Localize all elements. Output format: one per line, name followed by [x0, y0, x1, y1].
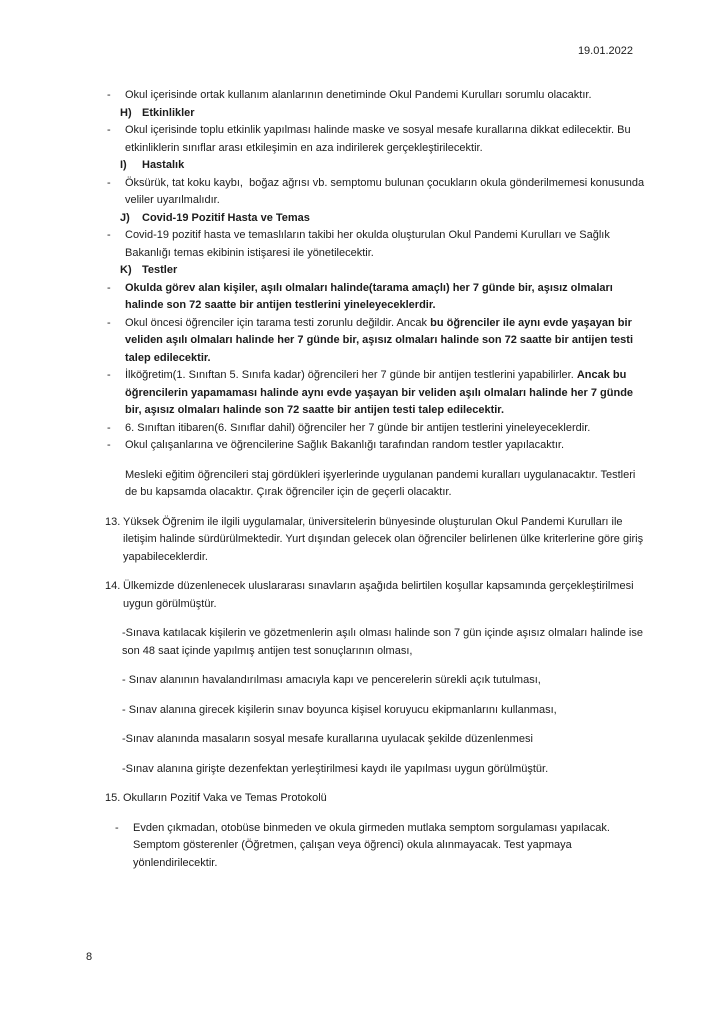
section-heading: [105, 105, 645, 123]
doc-sub: [105, 731, 645, 749]
list-marker: 13.: [105, 515, 121, 528]
list-marker: 15.: [105, 792, 121, 804]
block-text: -Sınav alanında masaların sosyal mesafe kurallarına uyulacak şekilde düzenlenmesi: [122, 733, 533, 745]
doc-bullet2: [105, 820, 645, 873]
block-text: Yüksek Öğrenim ile ilgili uygulamalar, üniversitelerin bünyesinde oluşturulan Okul Pandemi Kurulları ile iletişim halinde sürdürülmektedir. Yurt dışından gelecek olan öğrenciler belirlenen ülke kriterlerine göre giriş yapabileceklerdir.: [123, 515, 647, 563]
block-text: Covid-19 pozitif hasta ve temaslıların takibi her okulda oluşturulan Okul Pandemi Kurulları ve Sağlık Bakanlığı temas ekibinin istişaresi ile yönetilecektir.: [125, 229, 613, 259]
block-text: 6. Sınıftan itibaren(6. Sınıflar dahil) öğrenciler her 7 günde bir antijen testlerini yineleyeceklerdir.: [125, 421, 591, 434]
block-text: Okulda görev alan kişiler, aşılı olmaları halinde(tarama amaçlı) her 7 günde bir, aşısız olmaları halinde son 72 saatte bir antijen testlerini yineleyeceklerdir.: [125, 281, 616, 311]
list-marker: H): [120, 106, 132, 119]
doc-plain: [105, 467, 645, 502]
list-marker: -: [115, 821, 119, 834]
block-text: Hastalık: [142, 159, 185, 171]
doc-sub: [105, 625, 645, 660]
doc-sub: [105, 761, 645, 779]
block-text: Covid-19 Pozitif Hasta ve Temas: [142, 211, 310, 224]
doc-bullet: [105, 122, 645, 157]
block-text: -Sınava katılacak kişilerin ve gözetmenlerin aşılı olması halinde son 7 gün içinde aşısız olmaları halinde ise son 48 saat içinde yapılmış antijen test sonuçlarının olması,: [122, 627, 646, 657]
doc-bullet: [105, 420, 645, 438]
doc-numbered: [105, 578, 645, 613]
block-text: Okul içerisinde toplu etkinlik yapılması halinde maske ve sosyal mesafe kurallarına dikkat edilecektir. Bu etkinliklerin sınıflar arası etkileşimin en aza indirilerek gerçekleştirilecektir.: [125, 124, 634, 154]
block-text: Evden çıkmadan, otobüse binmeden ve okula girmeden mutlaka semptom sorgulaması yapılacak. Semptom gösterenler (Öğretmen, çalışan veya öğrenci) okula alınmayacak. Test yapmaya yönlendirilecektir.: [133, 821, 613, 869]
list-marker: -: [107, 229, 111, 241]
block-text: - Sınav alanına girecek kişilerin sınav boyunca kişisel koruyucu ekipmanlarını kullanması,: [122, 703, 557, 716]
block-text: İlköğretim(1. Sınıftan 5. Sınıfa kadar) öğrencileri her 7 günde bir antijen testlerini yapabilirler. Ancak bu öğrencilerin yapamaması halinde aynı evde yaşayan bir veliden aşılı olmaları halinde her 7 günde bir, aşısız olmaları halinde son 72 saatte bir antijen testi talep edilecektir.: [125, 369, 637, 416]
list-marker: -: [107, 439, 111, 451]
doc-bullet: [105, 367, 645, 420]
block-text: Okul çalışanlarına ve öğrencilerine Sağlık Bakanlığı tarafından random testler yapılacaktır.: [125, 439, 565, 451]
block-text: Mesleki eğitim öğrencileri staj gördükleri işyerlerinde uygulanan pandemi kuralları uygulanacaktır. Testleri de bu kapsamda olacaktır. Çırak öğrenciler için de geçerli olacaktır.: [125, 468, 639, 498]
block-text: Testler: [142, 264, 178, 276]
block-text: Okulların Pozitif Vaka ve Temas Protokolü: [123, 792, 327, 804]
block-text: -Sınav alanına girişte dezenfektan yerleştirilmesi kaydı ile yapılması uygun görülmüştür.: [122, 762, 549, 775]
doc-bullet: [105, 175, 648, 210]
doc-sub: [105, 672, 645, 690]
document-body: [105, 87, 648, 872]
list-marker: -: [107, 89, 111, 101]
section-heading: [105, 210, 645, 228]
block-text: Öksürük, tat koku kaybı, boğaz ağrısı vb. semptomu bulunan çocukların okula gönderilmemesi konusunda veliler uyarılmalıdır.: [125, 176, 648, 206]
block-text: Etkinlikler: [142, 106, 195, 119]
list-marker: -: [107, 369, 111, 381]
list-marker: -: [107, 316, 111, 329]
block-text: Okul içerisinde ortak kullanım alanlarının denetiminde Okul Pandemi Kurulları sorumlu olacaktır.: [125, 89, 592, 101]
block-text: Okul öncesi öğrenciler için tarama testi zorunlu değildir. Ancak bu öğrenciler ile aynı evde yaşayan bir veliden aşılı olmaları halinde her 7 günde bir, aşısız olmaları halinde son 72 saatte bir antijen testi talep edilecektir.: [125, 316, 637, 364]
list-marker: K): [120, 264, 132, 276]
block-text: Ülkemizde düzenlenecek uluslararası sınavların aşağıda belirtilen koşullar kapsamında gerçekleştirilmesi uygun görülmüştür.: [123, 580, 637, 610]
document-date: 19.01.2022: [577, 45, 633, 57]
list-marker: -: [107, 176, 111, 189]
doc-bullet: [105, 315, 645, 368]
section-heading: [105, 262, 645, 280]
doc-bullet: [105, 280, 645, 315]
block-text: - Sınav alanının havalandırılması amacıyla kapı ve pencerelerin sürekli açık tutulması,: [122, 674, 541, 686]
list-marker: -: [107, 421, 111, 434]
doc-bullet: [105, 437, 645, 455]
list-marker: I): [120, 159, 127, 171]
section-heading: [105, 157, 645, 175]
page-number: 8: [86, 951, 93, 963]
list-marker: -: [107, 281, 111, 294]
list-marker: 14.: [105, 580, 121, 592]
doc-numbered: [105, 514, 645, 567]
doc-bullet: [105, 227, 645, 262]
list-marker: -: [107, 124, 111, 136]
doc-bullet: [105, 87, 645, 105]
doc-sub: [105, 702, 645, 720]
list-marker: J): [120, 211, 130, 224]
doc-numbered: [105, 790, 645, 808]
